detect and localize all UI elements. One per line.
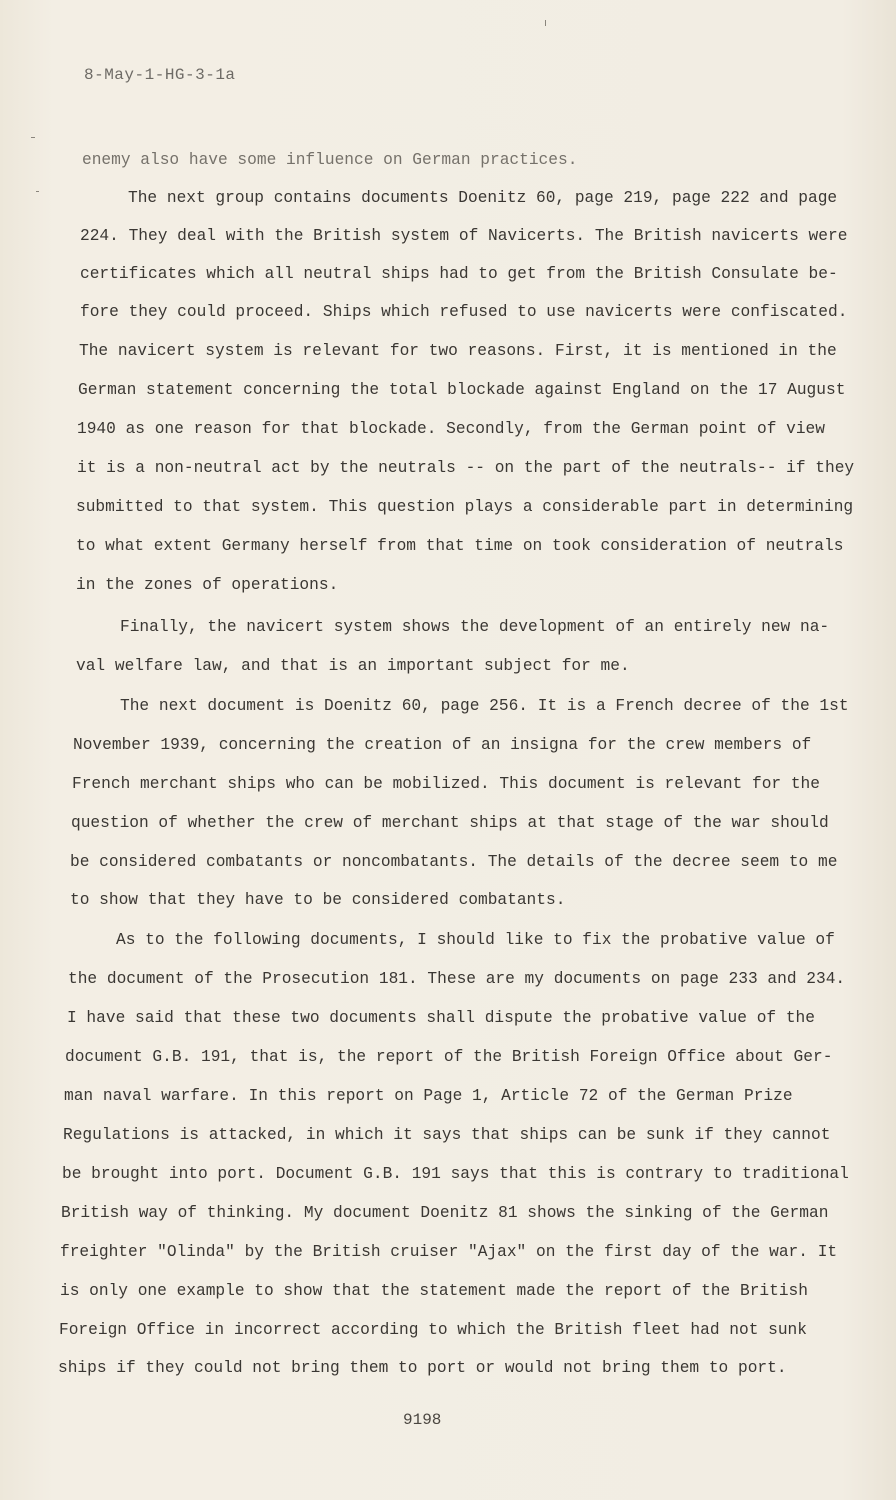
text-line-1: enemy also have some influence on German practices. <box>82 151 578 169</box>
text-line-14: val welfare law, and that is an important subject for me. <box>76 657 630 675</box>
paper-speck <box>545 20 546 26</box>
text-line-25: man naval warfare. In this report on Page 1, Article 72 of the German Prize <box>64 1087 793 1105</box>
text-line-31: Foreign Office in incorrect according to which the British fleet had not sunk <box>59 1321 807 1339</box>
text-line-23: I have said that these two documents shall dispute the probative value of the <box>67 1009 815 1027</box>
text-line-19: be considered combatants or noncombatants. The details of the decree seem to me <box>70 853 838 871</box>
text-line-22: the document of the Prosecution 181. These are my documents on page 233 and 234. <box>68 970 846 988</box>
text-line-15: The next document is Doenitz 60, page 256. It is a French decree of the 1st <box>120 697 849 715</box>
text-line-6: The navicert system is relevant for two reasons. First, it is mentioned in the <box>79 342 837 360</box>
text-line-27: be brought into port. Document G.B. 191 says that this is contrary to traditional <box>62 1165 849 1183</box>
text-line-5: fore they could proceed. Ships which refused to use navicerts were confiscated. <box>80 303 848 321</box>
text-line-13: Finally, the navicert system shows the development of an entirely new na- <box>120 618 830 636</box>
text-line-11: to what extent Germany herself from that time on took consideration of neutrals <box>76 537 844 555</box>
margin-mark <box>31 137 35 138</box>
text-line-16: November 1939, concerning the creation of an insigna for the crew members of <box>73 736 812 754</box>
text-line-10: submitted to that system. This question plays a considerable part in determining <box>76 498 854 516</box>
text-line-8: 1940 as one reason for that blockade. Secondly, from the German point of view <box>77 420 825 438</box>
page-number: 9198 <box>403 1411 442 1429</box>
text-line-20: to show that they have to be considered combatants. <box>70 891 566 909</box>
text-line-29: freighter "Olinda" by the British cruiser "Ajax" on the first day of the war. It <box>60 1243 838 1261</box>
text-line-32: ships if they could not bring them to port or would not bring them to port. <box>58 1359 787 1377</box>
text-line-21: As to the following documents, I should like to fix the probative value of <box>116 931 835 949</box>
margin-mark <box>36 191 39 192</box>
text-line-18: question of whether the crew of merchant ships at that stage of the war should <box>71 814 829 832</box>
text-line-28: British way of thinking. My document Doenitz 81 shows the sinking of the German <box>61 1204 829 1222</box>
text-line-30: is only one example to show that the statement made the report of the British <box>60 1282 808 1300</box>
text-line-2: The next group contains documents Doenitz 60, page 219, page 222 and page <box>128 189 838 207</box>
text-line-3: 224. They deal with the British system of Navicerts. The British navicerts were <box>80 227 848 245</box>
text-line-26: Regulations is attacked, in which it says that ships can be sunk if they cannot <box>63 1126 831 1144</box>
text-line-12: in the zones of operations. <box>76 576 339 594</box>
text-line-4: certificates which all neutral ships had to get from the British Consulate be- <box>80 265 838 283</box>
text-line-24: document G.B. 191, that is, the report of the British Foreign Office about Ger- <box>65 1048 833 1066</box>
text-line-7: German statement concerning the total blockade against England on the 17 August <box>78 381 846 399</box>
document-reference: 8-May-1-HG-3-1a <box>84 66 236 84</box>
text-line-17: French merchant ships who can be mobilized. This document is relevant for the <box>72 775 820 793</box>
text-line-9: it is a non-neutral act by the neutrals -- on the part of the neutrals-- if they <box>77 459 855 477</box>
